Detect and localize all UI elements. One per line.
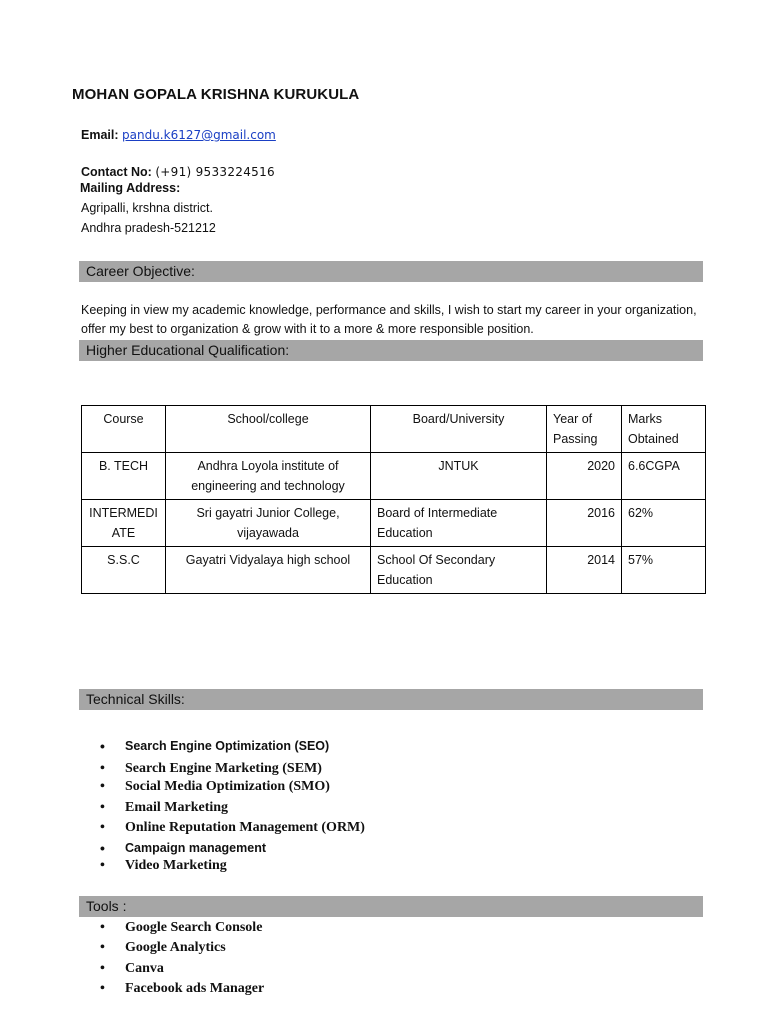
cell-marks: 57%: [622, 547, 706, 594]
header-school: School/college: [166, 406, 371, 453]
cell-year: 2014: [547, 547, 622, 594]
cell-course: B. TECH: [82, 453, 166, 500]
technical-skills-heading: Technical Skills:: [79, 689, 703, 710]
table-header-row: [82, 406, 706, 453]
list-item: • Canva: [100, 959, 264, 979]
cell-marks: 62%: [622, 500, 706, 547]
candidate-name: MOHAN GOPALA KRISHNA KURUKULA: [72, 86, 360, 103]
list-item: • Social Media Optimization (SMO): [100, 778, 365, 798]
contact-line: [81, 165, 275, 179]
address-line-1: Agripalli, krshna district.: [81, 201, 213, 215]
header-board: Board/University: [371, 406, 547, 453]
list-item: • Search Engine Optimization (SEO): [100, 736, 365, 760]
list-item: • Email Marketing: [100, 798, 365, 818]
header-marks: Marks Obtained: [622, 406, 706, 453]
address-label: Mailing Address:: [80, 181, 181, 195]
email-label: Email:: [81, 128, 119, 142]
address-line-2: Andhra pradesh-521212: [81, 221, 216, 235]
table-row: [82, 453, 706, 500]
cell-course: INTERMEDIATE: [82, 500, 166, 547]
cell-course: S.S.C: [82, 547, 166, 594]
technical-skills-list: [100, 736, 365, 876]
cell-school: Andhra Loyola institute of engineering and technology: [166, 453, 371, 500]
education-heading: Higher Educational Qualification:: [79, 340, 703, 361]
list-item: • Google Search Console: [100, 918, 264, 938]
list-item: • Campaign management: [100, 838, 365, 856]
list-item: • Facebook ads Manager: [100, 979, 264, 999]
contact-label: Contact No:: [81, 165, 152, 179]
education-table: [81, 405, 706, 594]
email-line: [81, 128, 276, 142]
cell-year: 2020: [547, 453, 622, 500]
table-row: [82, 500, 706, 547]
cell-marks: 6.6CGPA: [622, 453, 706, 500]
contact-value: (+91) 9533224516: [155, 165, 275, 179]
list-item: • Online Reputation Management (ORM): [100, 818, 365, 838]
career-objective-text: Keeping in view my academic knowledge, performance and skills, I wish to start my career in your organization, offer my best to organization & grow with it to a more & more responsible position.: [81, 303, 697, 336]
career-objective-heading: Career Objective:: [79, 261, 703, 282]
cell-year: 2016: [547, 500, 622, 547]
header-course: Course: [82, 406, 166, 453]
email-link[interactable]: pandu.k6127@gmail.com: [122, 128, 276, 142]
list-item: • Search Engine Marketing (SEM): [100, 760, 365, 778]
list-item: • Video Marketing: [100, 856, 365, 876]
cell-school: Gayatri Vidyalaya high school: [166, 547, 371, 594]
table-row: [82, 547, 706, 594]
cell-board: JNTUK: [371, 453, 547, 500]
cell-board: Board of Intermediate Education: [371, 500, 547, 547]
tools-heading: Tools :: [79, 896, 703, 917]
tools-list: [100, 918, 264, 999]
cell-board: School Of Secondary Education: [371, 547, 547, 594]
header-year: Year of Passing: [547, 406, 622, 453]
cell-school: Sri gayatri Junior College, vijayawada: [166, 500, 371, 547]
list-item: • Google Analytics: [100, 938, 264, 959]
